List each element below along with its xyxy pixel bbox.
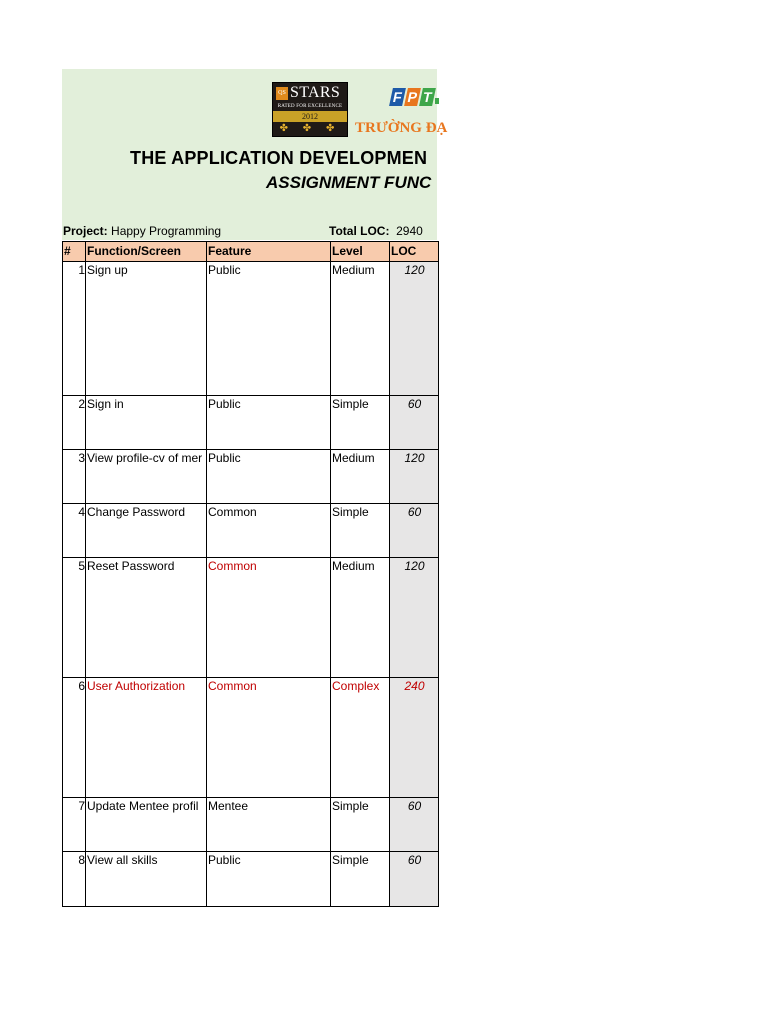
spreadsheet — [62, 69, 448, 909]
row-number[interactable]: 8 — [63, 852, 86, 907]
function-cell[interactable]: View profile-cv of mer — [86, 450, 207, 504]
level-cell[interactable]: Simple — [331, 504, 390, 558]
project-line — [63, 224, 221, 238]
feature-cell[interactable]: Public — [207, 852, 331, 907]
row-number[interactable]: 3 — [63, 450, 86, 504]
row-number[interactable]: 2 — [63, 396, 86, 450]
function-cell[interactable]: Sign up — [86, 262, 207, 396]
loc-cell[interactable]: 60 — [390, 798, 439, 852]
loc-cell[interactable]: 240 — [390, 678, 439, 798]
table-row — [63, 262, 439, 396]
loc-cell[interactable]: 60 — [390, 396, 439, 450]
row-number[interactable]: 4 — [63, 504, 86, 558]
table-header-row — [63, 242, 439, 262]
column-header-loc[interactable]: LOC — [390, 242, 439, 262]
total-loc-line — [329, 224, 423, 238]
function-cell[interactable]: Reset Password — [86, 558, 207, 678]
function-cell[interactable]: User Authorization — [86, 678, 207, 798]
stars-rating-icons: ✤ ✤ ✤ — [279, 123, 341, 134]
row-number[interactable]: 1 — [63, 262, 86, 396]
fpt-logo-dot — [435, 98, 439, 104]
qs-badge: QS — [276, 87, 288, 100]
feature-cell[interactable]: Common — [207, 504, 331, 558]
table-row — [63, 396, 439, 450]
feature-cell[interactable]: Public — [207, 262, 331, 396]
level-cell[interactable]: Medium — [331, 558, 390, 678]
level-cell[interactable]: Medium — [331, 450, 390, 504]
level-cell[interactable]: Complex — [331, 678, 390, 798]
row-number[interactable]: 5 — [63, 558, 86, 678]
fpt-logo-p: P — [404, 88, 421, 106]
table-row — [63, 852, 439, 907]
level-cell[interactable]: Medium — [331, 262, 390, 396]
feature-cell[interactable]: Common — [207, 678, 331, 798]
feature-cell[interactable]: Public — [207, 450, 331, 504]
qs-stars-logo — [272, 82, 348, 137]
header-banner — [62, 69, 448, 240]
stars-word: STARS — [290, 84, 341, 101]
loc-cell[interactable]: 120 — [390, 450, 439, 504]
project-label: Project: — [63, 224, 108, 238]
school-name: TRƯỜNG ĐẠ — [355, 120, 448, 136]
loc-cell[interactable]: 60 — [390, 504, 439, 558]
document-title: THE APPLICATION DEVELOPMEN — [130, 148, 428, 168]
function-cell[interactable]: Sign in — [86, 396, 207, 450]
table-row — [63, 798, 439, 852]
fpt-logo-f: F — [389, 88, 406, 106]
function-cell[interactable]: View all skills — [86, 852, 207, 907]
function-cell[interactable]: Change Password — [86, 504, 207, 558]
feature-cell[interactable]: Mentee — [207, 798, 331, 852]
column-header-level[interactable]: Level — [331, 242, 390, 262]
total-loc-value: 2940 — [396, 224, 423, 238]
table-row — [63, 450, 439, 504]
project-value: Happy Programming — [111, 224, 222, 238]
fpt-logo-t: T — [419, 88, 436, 106]
table-row — [63, 678, 439, 798]
stars-tagline: RATED FOR EXCELLENCE — [277, 104, 343, 109]
column-header-number[interactable]: # — [63, 242, 86, 262]
row-number[interactable]: 6 — [63, 678, 86, 798]
feature-cell[interactable]: Common — [207, 558, 331, 678]
loc-cell[interactable]: 120 — [390, 558, 439, 678]
document-subtitle: ASSIGNMENT FUNC — [266, 173, 432, 192]
row-number[interactable]: 7 — [63, 798, 86, 852]
table-row — [63, 558, 439, 678]
loc-cell[interactable]: 120 — [390, 262, 439, 396]
column-header-function[interactable]: Function/Screen — [86, 242, 207, 262]
level-cell[interactable]: Simple — [331, 852, 390, 907]
feature-cell[interactable]: Public — [207, 396, 331, 450]
loc-cell[interactable]: 60 — [390, 852, 439, 907]
level-cell[interactable]: Simple — [331, 798, 390, 852]
function-table — [62, 241, 439, 907]
table-row — [63, 504, 439, 558]
fpt-logo — [389, 84, 437, 110]
total-loc-label: Total LOC: — [329, 224, 390, 238]
stars-year: 2012 — [273, 111, 347, 122]
column-header-feature[interactable]: Feature — [207, 242, 331, 262]
level-cell[interactable]: Simple — [331, 396, 390, 450]
function-cell[interactable]: Update Mentee profil — [86, 798, 207, 852]
